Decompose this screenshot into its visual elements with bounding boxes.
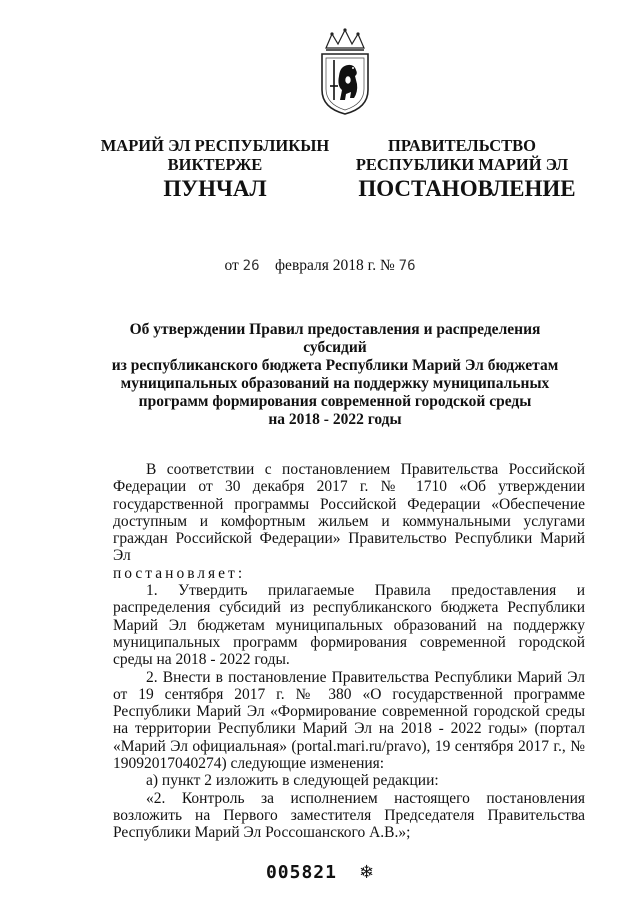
action-word: постановляет: bbox=[113, 564, 246, 582]
paragraph-action bbox=[113, 565, 585, 582]
title-line: муниципальных образований на поддержку муниципальных bbox=[120, 375, 550, 392]
document-title bbox=[100, 321, 570, 429]
header-left-block bbox=[90, 136, 340, 174]
paragraph-quoted: «2. Контроль за исполнением настоящего постановления возложить на Первого заместителя Председателя Правительства Республики Марий Эл Россошанского А.В.»; bbox=[113, 789, 585, 842]
date-line bbox=[0, 257, 640, 275]
document-type-mari: ПУНЧАЛ bbox=[163, 176, 267, 201]
document-number: 76 bbox=[398, 258, 416, 274]
paragraph-subitem-a: а) пункт 2 изложить в следующей редакции: bbox=[146, 772, 439, 790]
document-body bbox=[113, 461, 585, 842]
date-day: 26 bbox=[242, 258, 260, 274]
title-line: из республиканского бюджета Республики Марий Эл бюджетам bbox=[111, 357, 559, 374]
header-right-line2: РЕСПУБЛИКИ МАРИЙ ЭЛ bbox=[355, 155, 569, 174]
title-line: на 2018 - 2022 годы bbox=[268, 411, 402, 428]
serial-number: 005821 bbox=[265, 862, 337, 883]
header-right-line1: ПРАВИТЕЛЬСТВО bbox=[388, 136, 536, 155]
paragraph-preamble bbox=[113, 461, 585, 565]
header-left-line2: ВИКТЕРЖЕ bbox=[167, 155, 263, 174]
document-type-russian: ПОСТАНОВЛЕНИЕ bbox=[358, 176, 576, 201]
coat-of-arms-emblem bbox=[318, 28, 372, 116]
paragraph-item-1: 1. Утвердить прилагаемые Правила предоставления и распределения субсидий из республиканского бюджета Республики Марий Эл бюджетам муниципальных образований на поддержку муниципальных программ формирования современной городской среды на 2018 - 2022 годы. bbox=[113, 582, 585, 669]
title-line: программ формирования современной городской среды bbox=[138, 393, 532, 410]
paragraph-item-2: 2. Внести в постановление Правительства Республики Марий Эл от 19 сентября 2017 г. № 380 «О государственной программе Республики Марий Эл «Формирование современной городской среды на территории Республики Марий Эл на 2018 - 2022 годы» (портал «Марий Эл официальная» (portal.mari.ru/pravo), 19 сентября 2017 г., № 19092017040274) следующие изменения: bbox=[113, 668, 585, 773]
header-left-line1: МАРИЙ ЭЛ РЕСПУБЛИКЫН bbox=[100, 136, 330, 155]
header-right-block bbox=[352, 136, 572, 174]
preamble-text: В соответствии с постановлением Правительства Российской Федерации от 30 декабря 2017 г. № 1710 «Об утверждении государственной программы Российской Федерации «Обеспечение доступным и комфортным жильем и коммунальными услугами граждан Российской Федерации» Правительство Республики Марий Эл bbox=[113, 461, 585, 565]
date-month-year: февраля 2018 г. № bbox=[275, 257, 395, 274]
title-line: Об утверждении Правил предоставления и распределения субсидий bbox=[129, 321, 541, 356]
date-prefix: от bbox=[224, 257, 239, 274]
snowflake-mark-icon: ❄ bbox=[358, 862, 375, 883]
footer bbox=[0, 862, 640, 883]
